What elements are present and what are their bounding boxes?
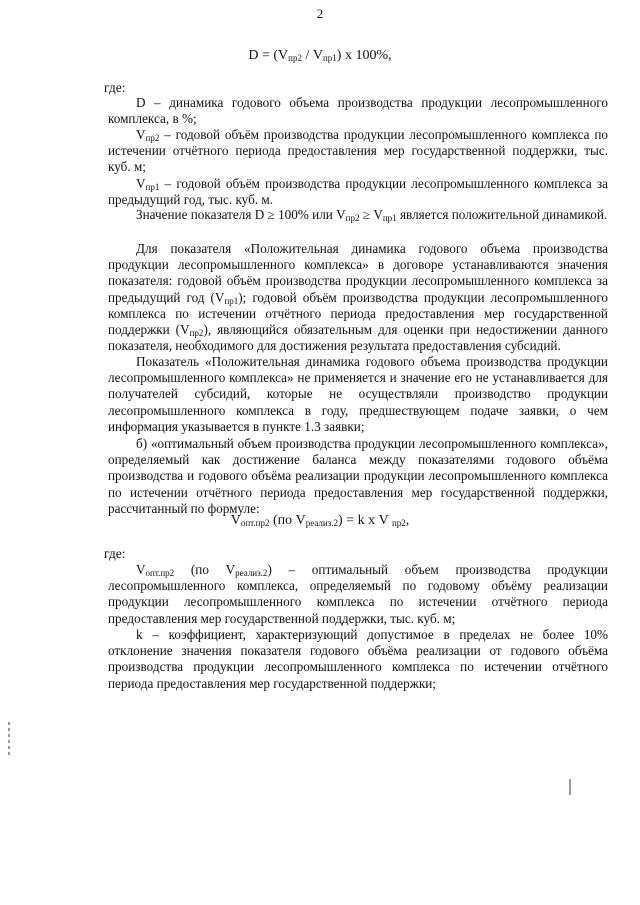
para-text: является положительной динамикой. bbox=[396, 207, 608, 222]
var-sub: пр1 bbox=[382, 213, 397, 223]
var-v: V bbox=[136, 176, 146, 191]
formula-sub-vpr2: пр2 bbox=[288, 53, 302, 63]
para-indicator-not-applied: Показатель «Положительная динамика годового объема производства продукции лесопромышленного комплекса» не применяется и значение его не устанавливается для получателей субсидий, которые не осуществляли производство продукции лесопромышленного комплекса в году, предшествующем подаче заявки, о чем информация указывается в пункте 1.3 заявки; bbox=[108, 354, 608, 434]
para-text: – годовой объём производства продукции лесопромышленного комплекса за предыдущий год, тыс. куб. м. bbox=[108, 176, 608, 208]
para-indicator-values bbox=[108, 241, 608, 354]
var-sub: пр1 bbox=[145, 182, 160, 192]
para-text: Для показателя «Положительная динамика годового объема производства продукции лесопромышленного комплекса» в договоре устанавливаются значения показателя: годовой объём производства продукции лесопромышленного комплекса за предыдущий год (V bbox=[108, 241, 608, 305]
formula-part: (по V bbox=[269, 513, 306, 528]
para-text: Значение показателя D ≥ 100% или V bbox=[136, 207, 346, 222]
formula-sub: пр2 bbox=[391, 518, 406, 528]
para-vpr2-definition bbox=[108, 127, 608, 176]
para-vopt-definition bbox=[108, 562, 608, 627]
formula-part: ) = k х V bbox=[338, 513, 392, 528]
var-sub: реализ.2 bbox=[235, 568, 268, 578]
scan-margin-mark bbox=[569, 779, 571, 795]
var-sub: опт.пр2 bbox=[145, 568, 175, 578]
scan-margin-mark bbox=[8, 722, 10, 758]
formula-sub: реализ.2 bbox=[305, 518, 339, 528]
para-text: – годовой объём производства продукции лесопромышленного комплекса по истечении отчётного периода предоставления мер государственной поддержки, тыс. куб. м; bbox=[108, 127, 608, 175]
var-v: V bbox=[136, 127, 146, 142]
formula-dynamics bbox=[0, 48, 640, 64]
formula-sub: опт.пр2 bbox=[240, 518, 270, 528]
formula-part: , bbox=[405, 513, 410, 528]
para-k-definition: k – коэффициент, характеризующий допустимое в пределах не более 10% отклонение значения показателя годового объёма реализации от годового объёма производства продукции лесопромышленного комплекса по истечении отчётного периода предоставления мер государственной поддержки; bbox=[108, 627, 608, 691]
var-sub: пр2 bbox=[189, 328, 204, 339]
para-text: ), являющийся обязательным для оценки при недостижении данного показателя, необходимого для достижения результата предоставления субсидий. bbox=[108, 322, 608, 354]
formula-mid: / V bbox=[301, 48, 323, 63]
formula-optimal bbox=[0, 513, 640, 529]
para-positive-value bbox=[108, 207, 608, 223]
formula-tail: ) х 100%, bbox=[336, 48, 392, 63]
formula-sub-vpr1: пр1 bbox=[322, 53, 337, 63]
formula-part: V bbox=[230, 513, 241, 528]
para-vpr1-definition bbox=[108, 176, 608, 208]
formula-lead: D = (V bbox=[248, 48, 289, 63]
para-text: (по V bbox=[174, 562, 236, 577]
para-text: ) – оптимальный объем производства продукции лесопромышленного комплекса, определяемый по годовому объёму реализации продукции лесопромышленного комплекса по истечении отчётного периода предоставления мер государственной поддержки, тыс. куб. м; bbox=[108, 562, 608, 626]
page-number: 2 bbox=[316, 6, 324, 21]
para-optimal-volume: б) «оптимальный объем производства продукции лесопромышленного комплекса», определяемый как достижение баланса между показателями годового объёма производства и годового объёма реализации продукции лесопромышленного комплекса по истечении отчётного периода предоставления мер государственной поддержки, рассчитанный по формуле: bbox=[108, 436, 608, 516]
para-text: ≥ V bbox=[359, 207, 383, 222]
var-sub: пр1 bbox=[224, 295, 239, 306]
var-v: V bbox=[136, 562, 146, 577]
where-label-2: где: bbox=[104, 546, 126, 561]
var-sub: пр2 bbox=[145, 133, 160, 143]
var-sub: пр2 bbox=[345, 213, 360, 223]
para-d-definition: D – динамика годового объема производства продукции лесопромышленного комплекса, в %; bbox=[108, 95, 608, 127]
where-label-1: где: bbox=[104, 80, 126, 95]
para-text: ); годовой объём производства продукции лесопромышленного комплекса по истечении отчётного периода предоставления мер государственной поддержки (V bbox=[108, 289, 608, 338]
